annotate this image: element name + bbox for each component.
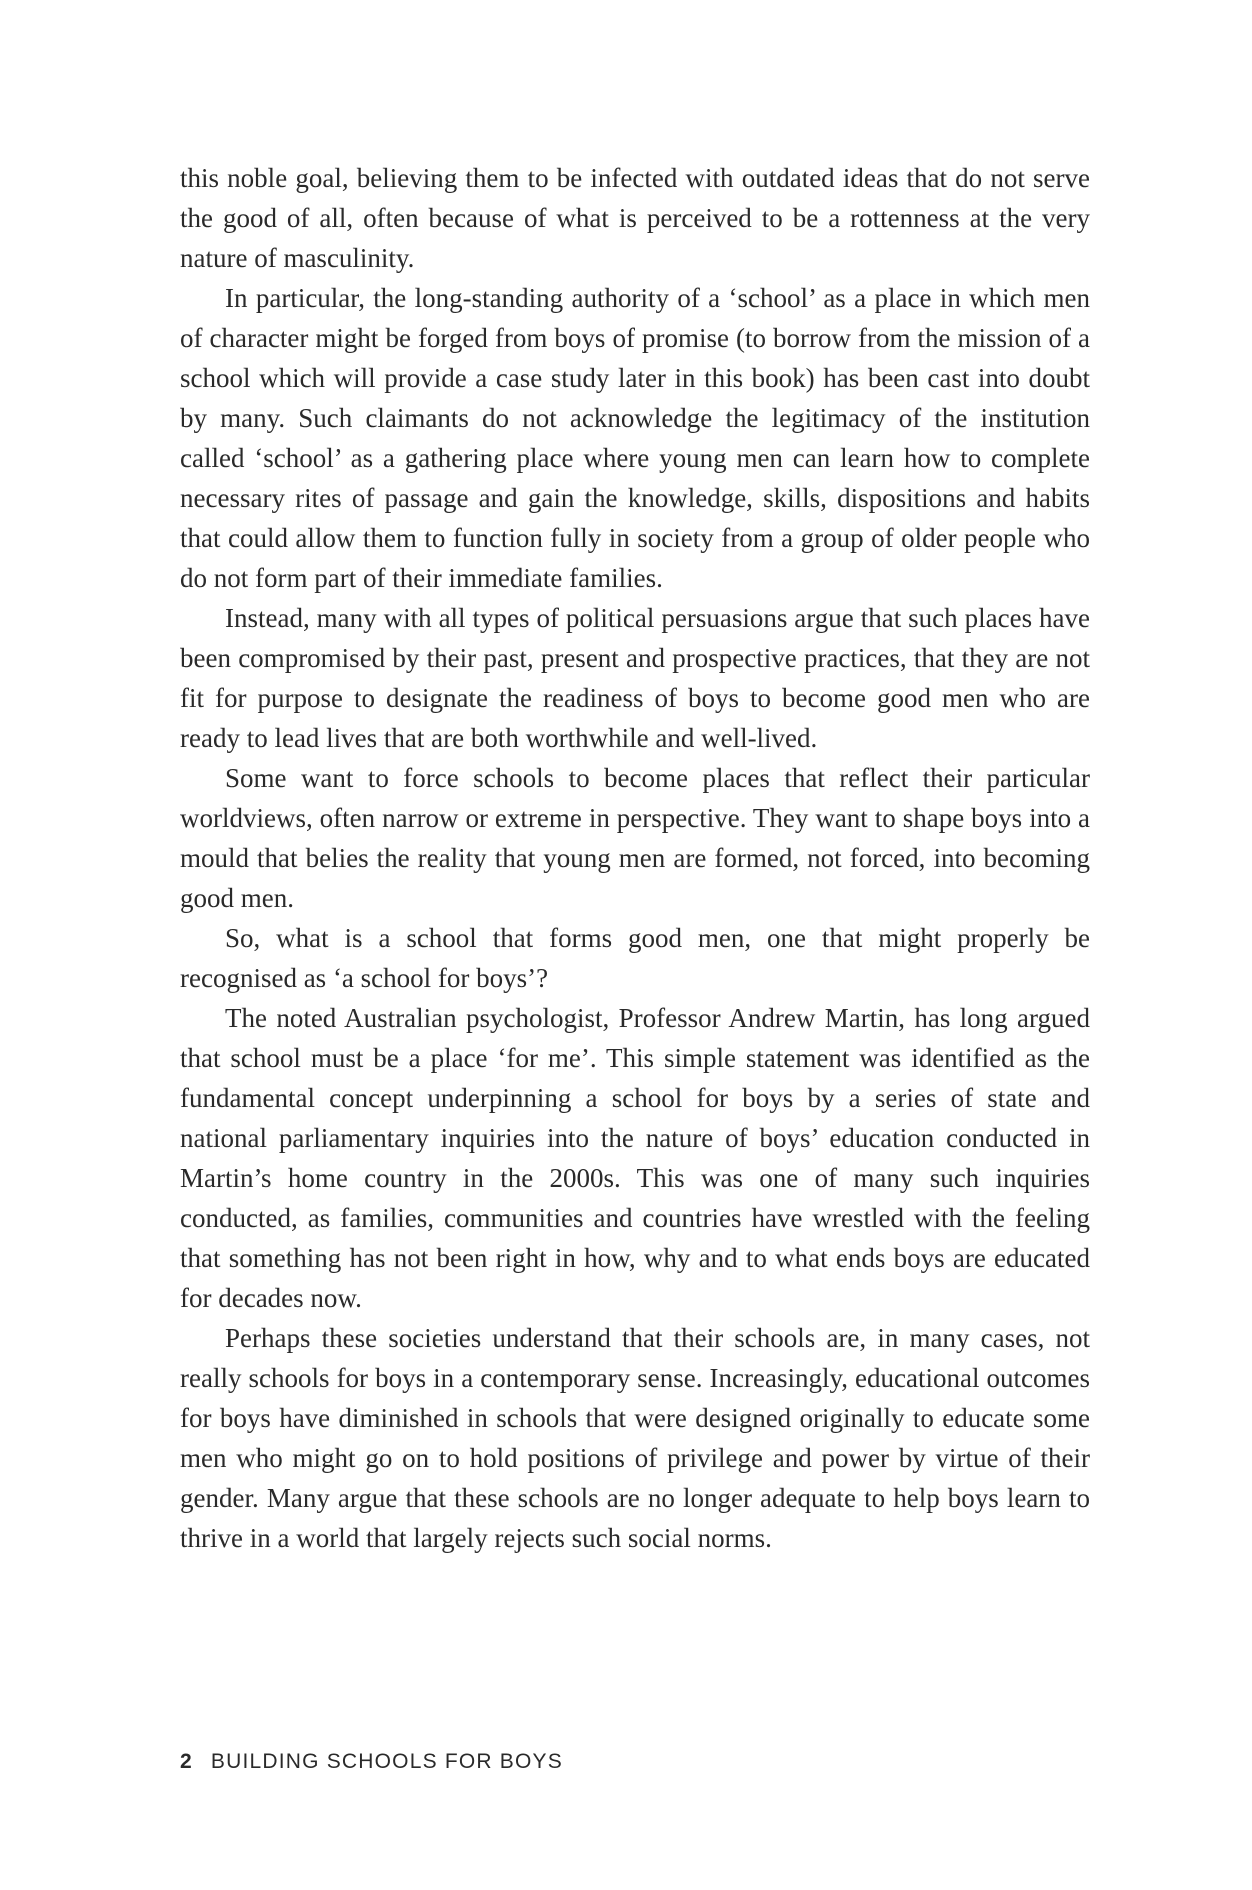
paragraph-4: Some want to force schools to become places that reflect their particular worldviews, often narrow or extreme in perspective. They want to shape boys into a mould that belies the reality that young men are formed, not forced, into becoming good men. [180,763,1090,913]
running-title: BUILDING SCHOOLS FOR BOYS [210,1750,563,1773]
page-footer [180,1750,563,1774]
paragraph-7: Perhaps these societies understand that their schools are, in many cases, not really schools for boys in a contemporary sense. Increasingly, educational outcomes for boys have diminished in schools that were designed originally to educate some men who might go on to hold positions of privilege and power by virtue of their gender. Many argue that these schools are no longer adequate to help boys learn to thrive in a world that largely rejects such social norms. [180,1323,1090,1553]
body-text [180,158,1090,1558]
paragraph-5: So, what is a school that forms good men, one that might properly be recognised as ‘a school for boys’? [180,923,1090,993]
page-number: 2 [180,1750,193,1773]
paragraph-3: Instead, many with all types of political persuasions argue that such places have been compromised by their past, present and prospective practices, that they are not fit for purpose to designate the readiness of boys to become good men who are ready to lead lives that are both worthwhile and well-lived. [180,603,1090,753]
paragraph-6: The noted Australian psychologist, Professor Andrew Martin, has long argued that school must be a place ‘for me’. This simple statement was identified as the fundamental concept underpinning a school for boys by a series of state and national parliamentary inquiries into the nature of boys’ education conducted in Martin’s home country in the 2000s. This was one of many such inquiries conducted, as families, communities and countries have wrestled with the feeling that something has not been right in how, why and to what ends boys are educated for decades now. [180,1003,1090,1313]
paragraph-1: this noble goal, believing them to be infected with outdated ideas that do not serve the good of all, often because of what is perceived to be a rottenness at the very nature of masculinity. [180,163,1090,273]
paragraph-2: In particular, the long-standing authority of a ‘school’ as a place in which men of character might be forged from boys of promise (to borrow from the mission of a school which will provide a case study later in this book) has been cast into doubt by many. Such claimants do not acknowledge the legitimacy of the institution called ‘school’ as a gathering place where young men can learn how to complete necessary rites of passage and gain the knowledge, skills, dispositions and habits that could allow them to function fully in society from a group of older people who do not form part of their immediate families. [180,283,1090,593]
